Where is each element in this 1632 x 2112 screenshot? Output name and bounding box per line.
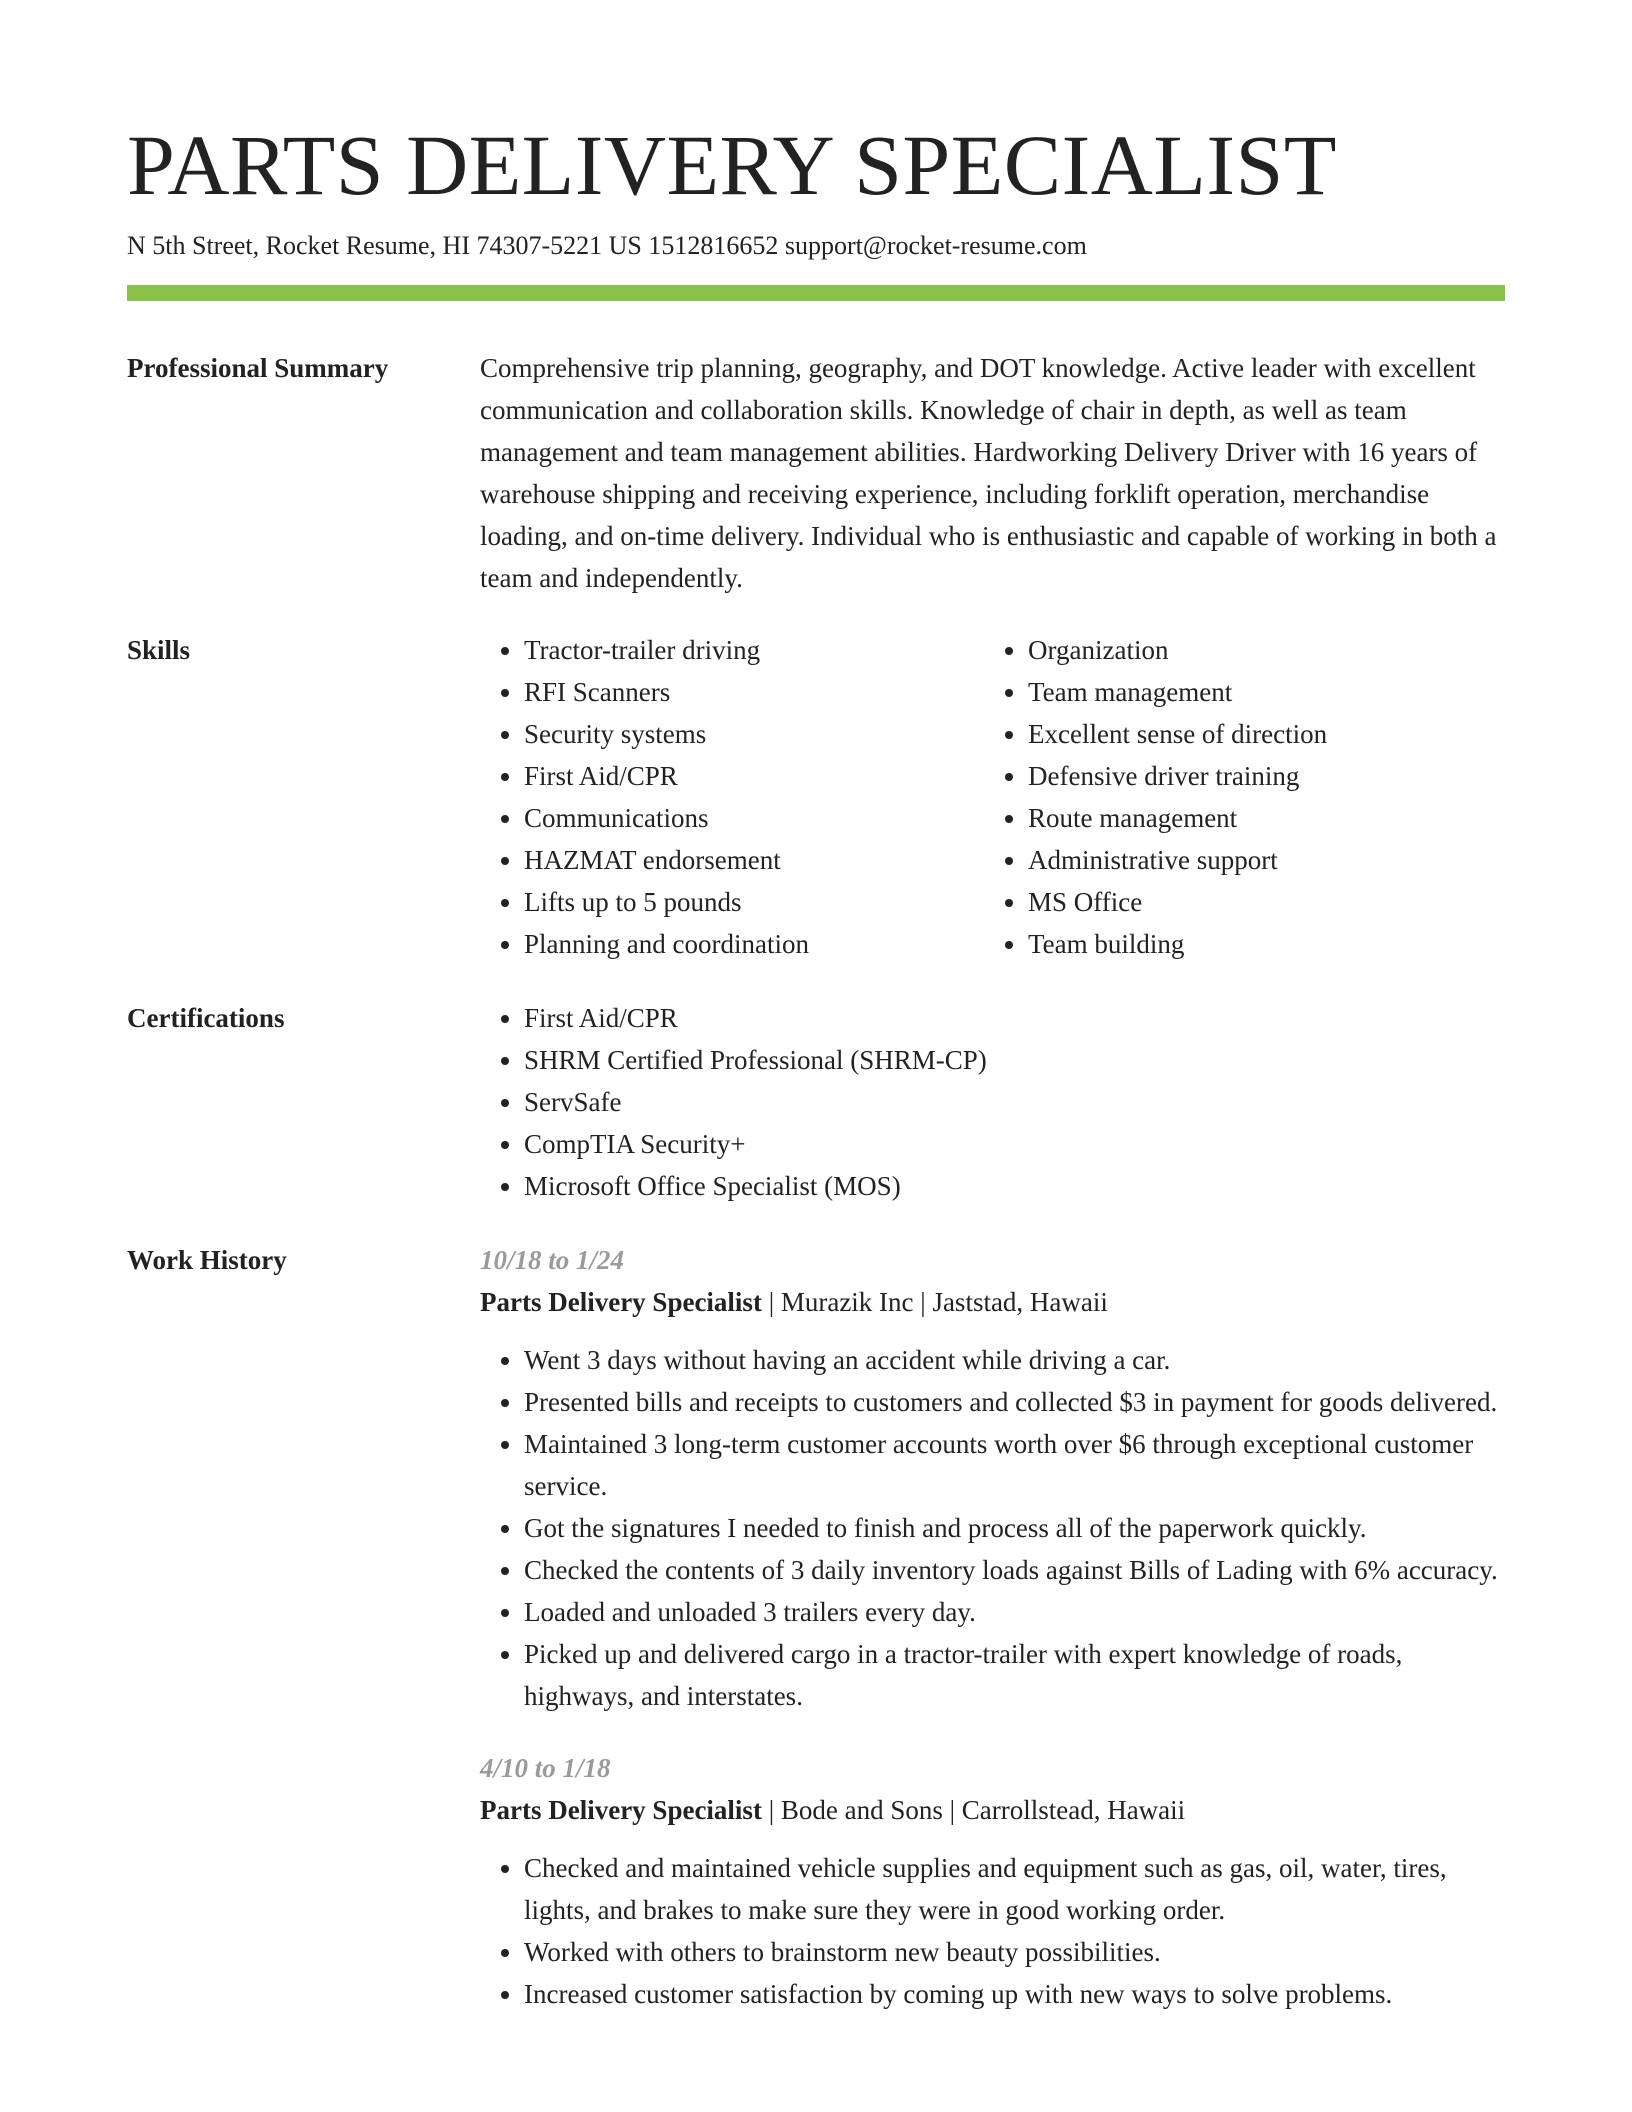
skill-item: • Security systems: [524, 713, 984, 755]
job-bullets: [480, 1339, 1505, 1717]
certifications-body: [480, 997, 1505, 1207]
certifications-list: [480, 997, 1505, 1207]
job-bullet: • Presented bills and receipts to customers and collected $3 in payment for goods delivered.: [524, 1381, 1505, 1423]
certification-item: • CompTIA Security+: [524, 1123, 1505, 1165]
skill-item: • First Aid/CPR: [524, 755, 984, 797]
work-history-body: [480, 1239, 1505, 2015]
job-heading: [480, 1789, 1505, 1831]
skill-item: • RFI Scanners: [524, 671, 984, 713]
job-bullet: • Loaded and unloaded 3 trailers every day.: [524, 1591, 1505, 1633]
job-bullet: • Went 3 days without having an accident while driving a car.: [524, 1339, 1505, 1381]
skill-item: • Communications: [524, 797, 984, 839]
job-bullet: • Picked up and delivered cargo in a tractor-trailer with expert knowledge of roads, highways, and interstates.: [524, 1633, 1505, 1717]
job-bullet: • Maintained 3 long-term customer accounts worth over $6 through exceptional customer service.: [524, 1423, 1505, 1507]
work-history-heading: Work History: [127, 1245, 287, 1275]
job-title: Parts Delivery Specialist: [480, 1287, 762, 1317]
job-details: | Murazik Inc | Jaststad, Hawaii: [761, 1287, 1108, 1317]
skill-item: • Route management: [1028, 797, 1327, 839]
resume-name: PARTS DELIVERY SPECIALIST: [127, 117, 1337, 213]
skill-item: • Organization: [1028, 629, 1327, 671]
skill-item: • Planning and coordination: [524, 923, 984, 965]
summary-heading: Professional Summary: [127, 353, 389, 383]
job-entry: [480, 1239, 1505, 1717]
skill-item: • Defensive driver training: [1028, 755, 1327, 797]
skills-columns: [480, 629, 1505, 965]
certification-item: • ServSafe: [524, 1081, 1505, 1123]
skill-item: • Team management: [1028, 671, 1327, 713]
job-heading: [480, 1281, 1505, 1323]
accent-divider: [127, 285, 1505, 301]
certifications-heading: Certifications: [127, 1003, 285, 1033]
job-bullet: • Got the signatures I needed to finish and process all of the paperwork quickly.: [524, 1507, 1505, 1549]
skills-heading: Skills: [127, 635, 191, 665]
job-details: | Bode and Sons | Carrollstead, Hawaii: [761, 1795, 1186, 1825]
skill-item: • HAZMAT endorsement: [524, 839, 984, 881]
job-bullet: • Increased customer satisfaction by coming up with new ways to solve problems.: [524, 1973, 1505, 2015]
certification-item: • First Aid/CPR: [524, 997, 1505, 1039]
skill-item: • Lifts up to 5 pounds: [524, 881, 984, 923]
job-dates: 4/10 to 1/18: [480, 1753, 611, 1783]
skill-item: • Administrative support: [1028, 839, 1327, 881]
skill-item: • Team building: [1028, 923, 1327, 965]
job-title: Parts Delivery Specialist: [480, 1795, 762, 1825]
job-bullet: • Checked and maintained vehicle supplies and equipment such as gas, oil, water, tires, lights, and brakes to make sure they were in good working order.: [524, 1847, 1505, 1931]
summary-text: Comprehensive trip planning, geography, and DOT knowledge. Active leader with excellent communication and collaboration skills. Knowledge of chair in depth, as well as team management and team management abilities. Hardworking Delivery Driver with 16 years of warehouse shipping and receiving experience, including forklift operation, merchandise loading, and on-time delivery. Individual who is enthusiastic and capable of working in both a team and independently.: [480, 353, 1497, 593]
summary-body: [480, 347, 1505, 599]
skill-item: • MS Office: [1028, 881, 1327, 923]
certification-item: • Microsoft Office Specialist (MOS): [524, 1165, 1505, 1207]
contact-line: N 5th Street, Rocket Resume, HI 74307-5221 US 1512816652 support@rocket-resume.com: [127, 231, 1087, 260]
certification-item: • SHRM Certified Professional (SHRM-CP): [524, 1039, 1505, 1081]
job-entry: [480, 1747, 1505, 2015]
job-bullets: [480, 1847, 1505, 2015]
skills-list-right: [984, 629, 1327, 965]
skill-item: • Tractor-trailer driving: [524, 629, 984, 671]
job-bullet: • Checked the contents of 3 daily inventory loads against Bills of Lading with 6% accuracy.: [524, 1549, 1505, 1591]
skills-list-left: [480, 629, 984, 965]
job-dates: 10/18 to 1/24: [480, 1245, 625, 1275]
job-bullet: • Worked with others to brainstorm new beauty possibilities.: [524, 1931, 1505, 1973]
skill-item: • Excellent sense of direction: [1028, 713, 1327, 755]
